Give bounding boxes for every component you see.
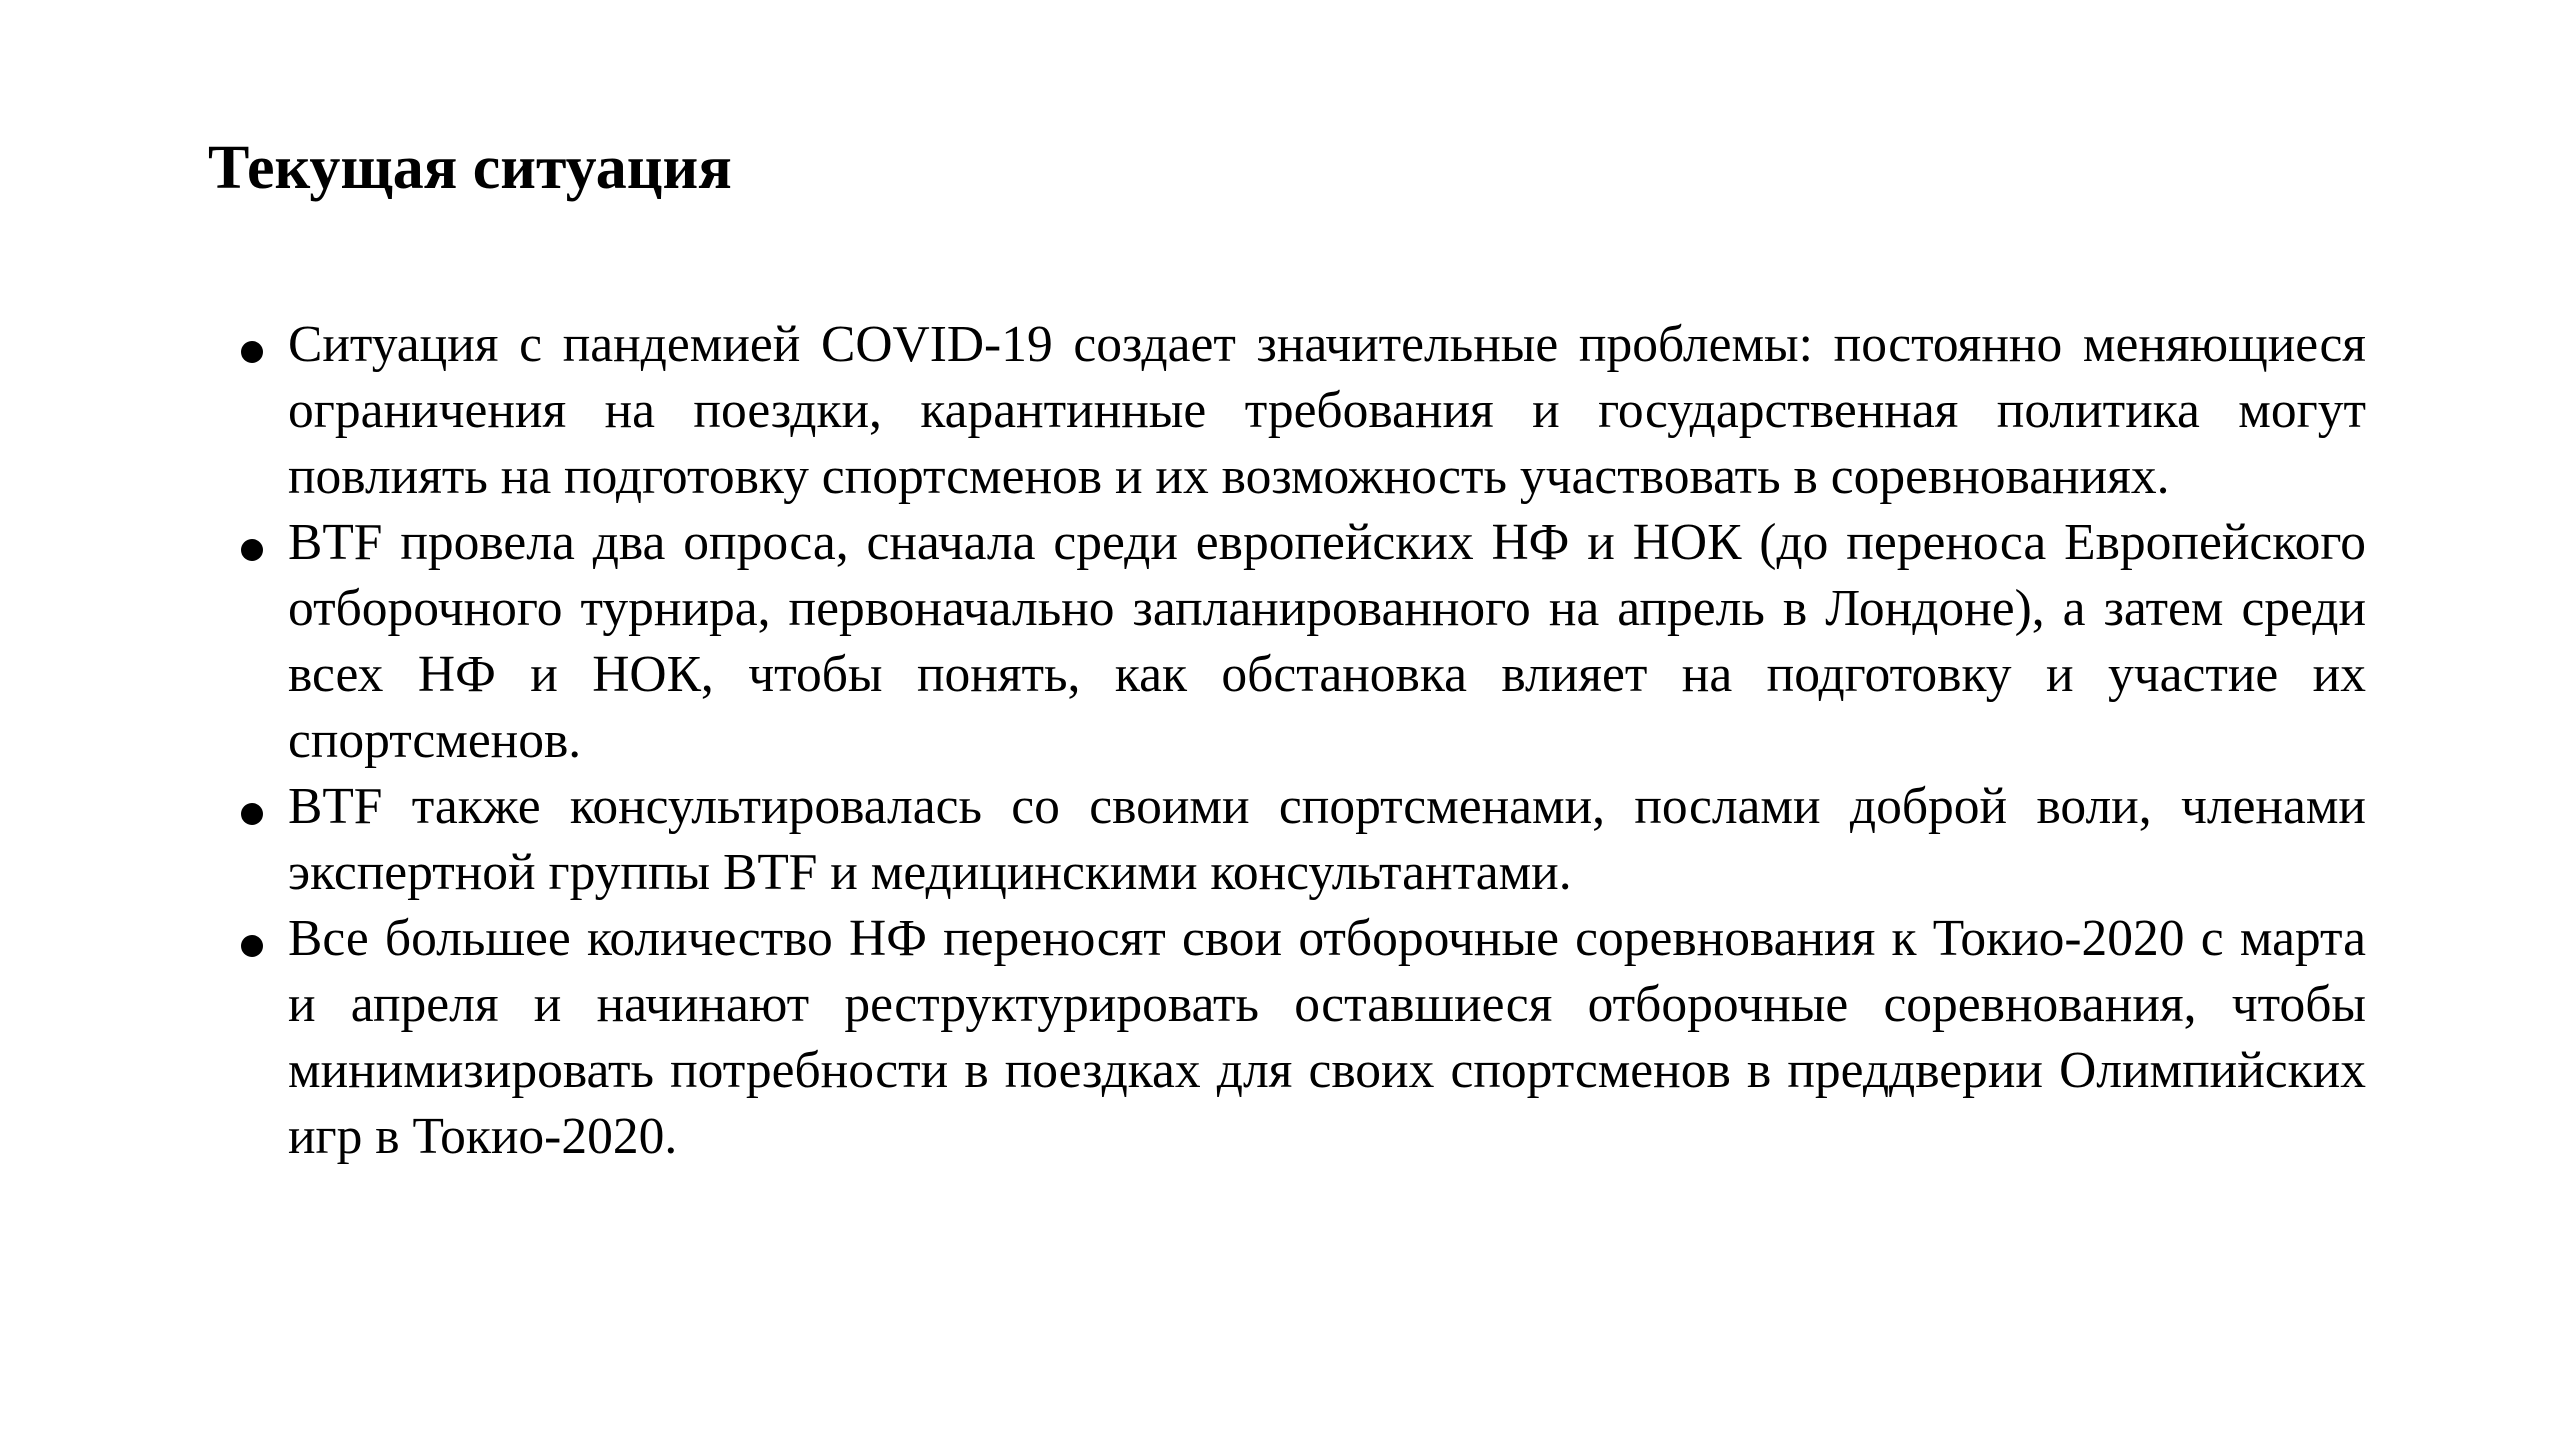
bullet-item — [288, 906, 2366, 1170]
bullet-item — [288, 510, 2366, 774]
bullet-dot-icon — [241, 803, 263, 825]
bullet-dot-icon — [241, 935, 263, 957]
bullet-text: Все большее количество НФ переносят свои отборочные соревнования к Токио-2020 с марта и апреля и начинают реструктурировать оставшиеся отборочные соревнования, чтобы минимизировать потребности в поездках для своих спортсменов в преддверии Олимпийских игр в Токио-2020. — [288, 910, 2366, 1165]
bullet-item — [288, 774, 2366, 906]
bullet-dot-icon — [241, 341, 263, 363]
bullet-list — [0, 312, 2560, 1170]
bullet-text: Ситуация с пандемией COVID-19 создает значительные проблемы: постоянно меняющиеся ограничения на поездки, карантинные требования и государственная политика могут повлиять на подготовку спортсменов и их возможность участвовать в соревнованиях. — [288, 316, 2366, 505]
bullet-item — [288, 312, 2366, 510]
bullet-text: BTF провела два опроса, сначала среди европейских НФ и НОК (до переноса Европейского отборочного турнира, первоначально запланированного на апрель в Лондоне), а затем среди всех НФ и НОК, чтобы понять, как обстановка влияет на подготовку и участие их спортсменов. — [288, 514, 2366, 769]
bullet-dot-icon — [241, 539, 263, 561]
bullet-text: BTF также консультировалась со своими спортсменами, послами доброй воли, членами экспертной группы BTF и медицинскими консультантами. — [288, 778, 2366, 901]
slide-title: Текущая ситуация — [208, 134, 732, 202]
